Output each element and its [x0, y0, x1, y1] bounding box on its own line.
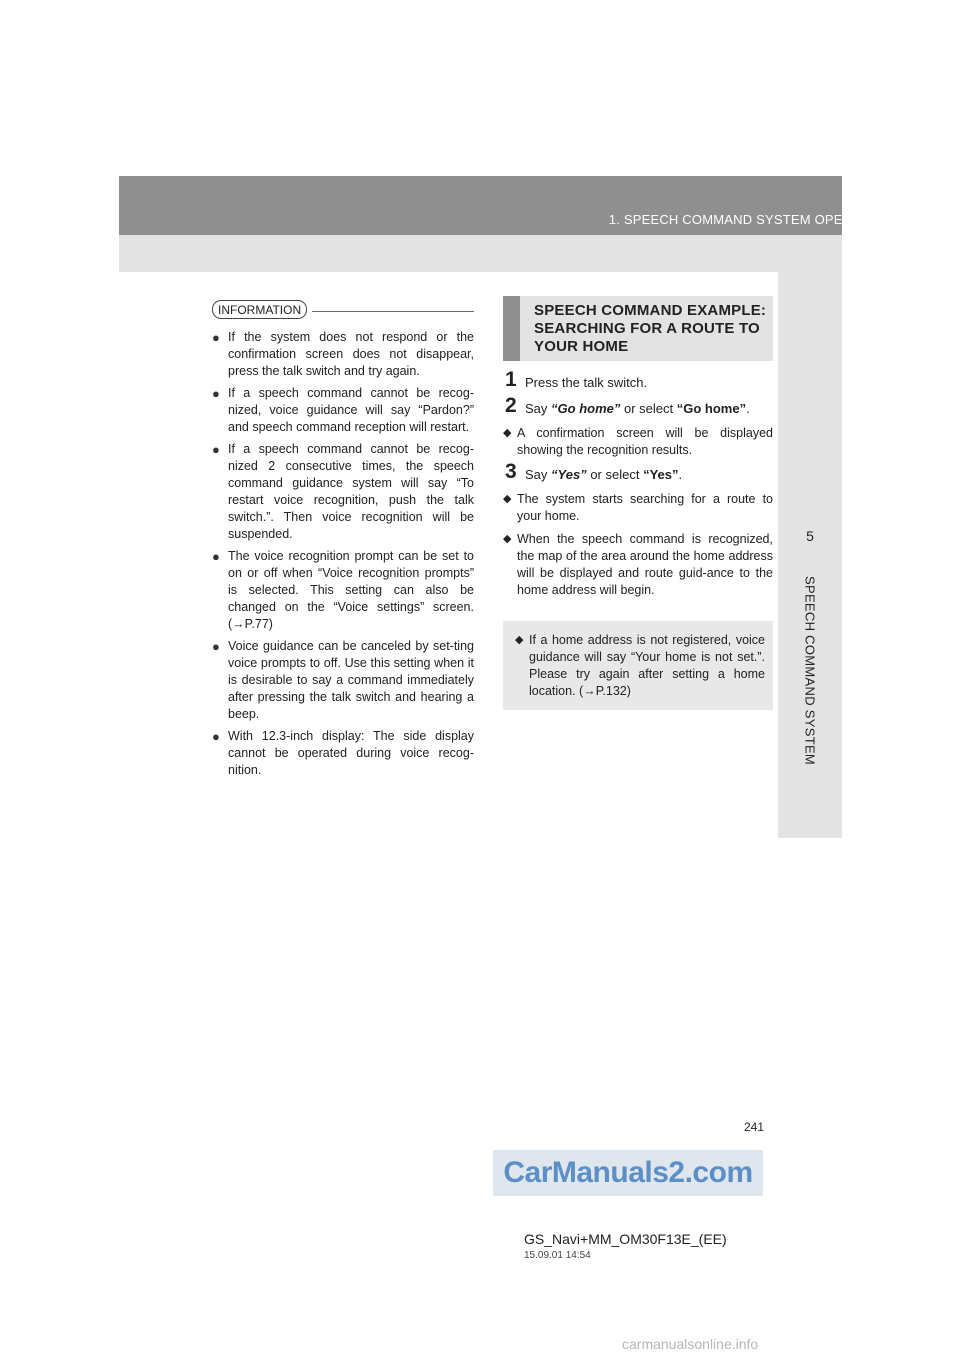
page-number: 241	[744, 1120, 765, 1134]
side-tab-label: SPEECH COMMAND SYSTEM	[802, 576, 818, 766]
side-tab-number: 5	[806, 528, 814, 544]
list-item: ◆ If a home address is not registered, voice guidance will say “Your home is not set.”. Please try again after setting a home location. (→P.132)	[515, 633, 765, 698]
section-title: SPEECH COMMAND EXAMPLE: SEARCHING FOR A ROUTE TO YOUR HOME	[534, 302, 767, 355]
bullet-icon: ●	[212, 639, 220, 654]
bullet-icon: ●	[212, 729, 220, 744]
bullet-icon: ●	[212, 442, 220, 457]
side-tab[interactable]	[778, 518, 842, 838]
bullet-icon: ●	[212, 549, 220, 564]
watermark-text: carmanualsonline.info	[622, 1336, 759, 1352]
list-item: ● If a speech command cannot be recog-nized 2 consecutive times, the speech command guidance system will say “To restart voice recognition, push the talk switch.”. Then voice recognition will be suspended.	[212, 442, 474, 541]
information-label: INFORMATION	[212, 300, 307, 319]
bullet-icon: ◆	[503, 493, 512, 505]
header-subband	[119, 235, 842, 272]
section-heading-bar	[503, 296, 520, 361]
step-1	[503, 368, 773, 393]
spoken-phrase: “Go home”	[551, 401, 621, 416]
side-tab-strip	[778, 272, 842, 518]
list-item: ● Voice guidance can be canceled by set-ting voice prompts to off. Use this setting when it is desirable to say a command immediately after pressing the talk switch and hearing a beep.	[212, 639, 474, 721]
step-2: 2 Say “Go home” or select “Go home”.	[505, 394, 750, 417]
bullet-icon: ◆	[503, 533, 512, 545]
note-box	[503, 621, 773, 710]
bullet-icon: ◆	[503, 427, 512, 439]
list-item: ● If a speech command cannot be recog-nized, voice guidance will say “Pardon?” and speech command reception will restart.	[212, 386, 474, 434]
step-number: 3	[505, 460, 517, 483]
steps	[503, 368, 773, 599]
select-option: “Yes”	[643, 467, 679, 482]
footer-date: 15.09.01 14:54	[524, 1250, 591, 1261]
list-item: ◆ The system starts searching for a route to your home.	[503, 492, 773, 523]
information-box	[212, 300, 474, 784]
section-heading	[503, 296, 773, 361]
list-item: ● The voice recognition prompt can be set to on or off when “Voice recognition prompts” is selected. This setting can also be changed on the “Voice settings” screen. (→P.77)	[212, 549, 474, 631]
watermark-logo[interactable]: CarManuals2.com	[493, 1150, 763, 1196]
information-list	[212, 329, 474, 779]
select-option: “Go home”	[676, 401, 747, 416]
chapter-title: 1. SPEECH COMMAND SYSTEM OPERATION	[608, 212, 892, 227]
list-item: ◆ A confirmation screen will be displayed showing the recognition results.	[503, 426, 773, 457]
bullet-icon: ●	[212, 386, 220, 401]
step-number: 1	[505, 368, 517, 391]
spoken-phrase: “Yes”	[551, 467, 587, 482]
bullet-icon: ●	[212, 330, 220, 345]
step-number: 2	[505, 394, 517, 417]
list-item: ◆ When the speech command is recognized, the map of the area around the home address will be displayed and route guid-ance to the home address will begin.	[503, 532, 773, 597]
list-item: ● With 12.3-inch display: The side display cannot be operated during voice recog-nition.	[212, 729, 474, 777]
list-item: ● If the system does not respond or the confirmation screen does not disappear, press the talk switch and try again.	[212, 330, 474, 378]
footer-document-code: GS_Navi+MM_OM30F13E_(EE)	[524, 1231, 727, 1247]
bullet-icon: ◆	[515, 634, 524, 646]
step-3: 3 Say “Yes” or select “Yes”.	[505, 460, 683, 483]
right-column	[503, 296, 773, 710]
information-rule	[312, 311, 474, 312]
step-text: Press the talk switch.	[525, 375, 648, 390]
